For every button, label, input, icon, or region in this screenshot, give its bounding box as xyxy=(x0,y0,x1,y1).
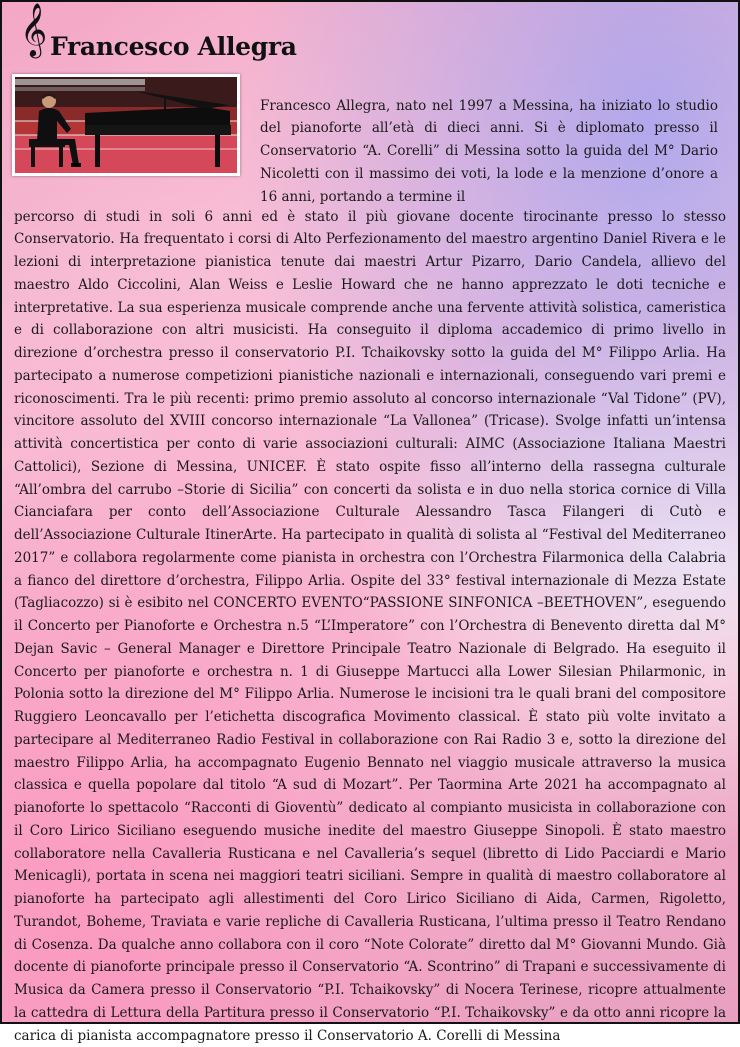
treble-clef-icon: 𝄞 xyxy=(20,6,47,52)
intro-paragraph: Francesco Allegra, nato nel 1997 a Messina, ha iniziato lo studio del pianoforte all’età di dieci anni. Si è diplomato presso il Conservatorio “A. Corelli” di Messina sotto la guida del M° Dario Nicoletti con il massimo dei voti, la lode e la menzione d’onore a 16 anni, portando a termine il xyxy=(260,95,718,209)
pianist-photo xyxy=(12,74,240,176)
biography-paragraph: percorso di studi in soli 6 anni ed è stato il più giovane docente tirocinante presso lo stesso Conservatorio. Ha frequentato i corsi di Alto Perfezionamento del maestro argentino Daniel Rivera e le lezioni di interpretazione pianistica tenute dai maestri Artur Pizarro, Dario Candela, allievo del maestro Aldo Ciccolini, Alan Weiss e Leslie Howard che ne hanno apprezzato le doti tecniche e interpretative. La sua esperienza musicale comprende anche una fervente attività solistica, cameristica e di collaborazione con altri musicisti. Ha conseguito il diploma accademico di primo livello in direzione d’orchestra presso il conservatorio P.I. Tchaikovsky sotto la guida del M° Filippo Arlia. Ha partecipato a numerose competizioni pianistiche nazionali e internazionali, conseguendo vari premi e riconoscimenti. Tra le più recenti: primo premio assoluto al concorso internazionale “Val Tidone” (PV), vincitore assoluto del XVIII concorso internazionale “La Vallonea” (Tricase). Svolge infatti un’intensa attività concertistica per conto di varie associazioni culturali: AIMC (Associazione Italiana Maestri Cattolici), Sezione di Messina, UNICEF. È stato ospite fisso all’interno della rassegna culturale “All’ombra del carrubo –Storie di Sicilia” con concerti da solista e in duo nella storica cornice di Villa Cianciafara per conto dell’Associazione Culturale Alessandro Tasca Filangeri di Cutò e dell’Associazione Culturale ItinerArte. Ha partecipato in qualità di solista al “Festival del Mediterraneo 2017” e collabora regolarmente come pianista in orchestra con l’Orchestra Filarmonica della Calabria a fianco del direttore d’orchestra, Filippo Arlia. Ospite del 33° festival internazionale di Mezza Estate (Tagliacozzo) si è esibito nel CONCERTO EVENTO“PASSIONE SINFONICA –BEETHOVEN”, eseguendo il Concerto per Pianoforte e Orchestra n.5 “L’Imperatore” con l’Orchestra di Benevento diretta dal M° Dejan Savic – General Manager e Direttore Principale Teatro Nazionale di Belgrado. Ha eseguito il Concerto per pianoforte e orchestra n. 1 di Giuseppe Martucci alla Lower Silesian Philarmonic, in Polonia sotto la direzione del M° Filippo Arlia. Numerose le incisioni tra le quali brani del compositore Ruggiero Leoncavallo per l’etichetta discografica Movimento classical. È stato più volte invitato a partecipare al Mediterraneo Radio Festival in collaborazione con Rai Radio 3 e, sotto la direzione del maestro Filippo Arlia, ha accompagnato Eugenio Bennato nel viaggio musicale attraverso la musica classica e quella popolare dal titolo “A sud di Mozart”. Per Taormina Arte 2021 ha accompagnato al pianoforte lo spettacolo “Racconti di Gioventù” dedicato al compianto musicista in collaborazione con il Coro Lirico Siciliano eseguendo musiche inedite del maestro Giuseppe Sinopoli. È stato maestro collaboratore nella Cavalleria Rusticana e nel Cavalleria’s sequel (libretto di Lido Pacciardi e Mario Menicagli), portata in scena nei maggiori teatri siciliani. Sempre in qualità di maestro collaboratore al pianoforte ha partecipato agli allestimenti del Coro Lirico Siciliano di Aida, Carmen, Rigoletto, Turandot, Boheme, Traviata e varie repliche di Cavalleria Rusticana, l’ultima presso il Teatro Rendano di Cosenza. Da qualche anno collabora con il coro “Note Colorate” diretto dal M° Giovanni Mundo. Già docente di pianoforte principale presso il Conservatorio “A. Scontrino” di Trapani e successivamente di Musica da Camera presso il Conservatorio “P.I. Tchaikovsky” di Nocera Terinese, ricopre attualmente la cattedra di Lettura della Partitura presso il Conservatorio “P.I. Tchaikovsky” e da otto anni ricopre la carica di pianista accompagnatore presso il Conservatorio A. Corelli di Messina xyxy=(14,206,726,1047)
pianist-illustration xyxy=(15,77,237,173)
page-title: Francesco Allegra xyxy=(50,32,297,61)
